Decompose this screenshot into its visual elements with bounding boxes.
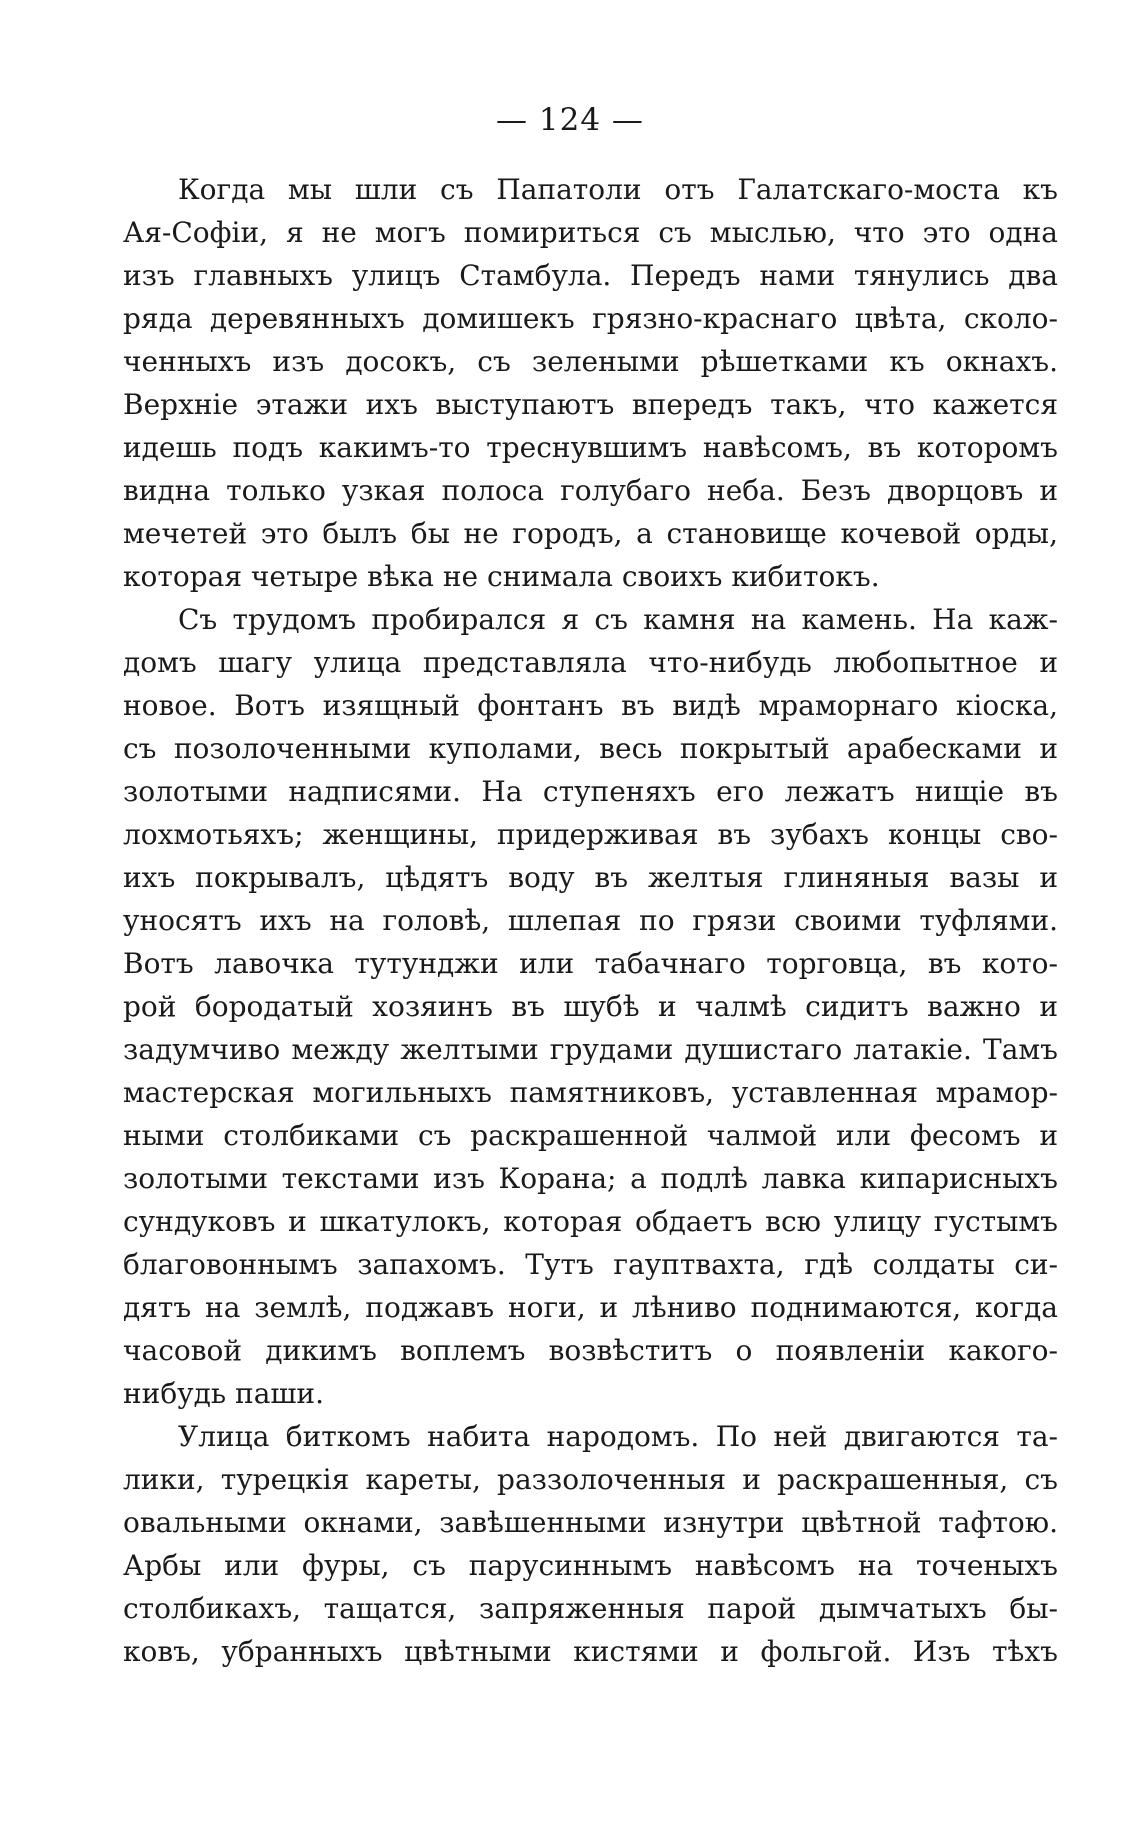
text-line: Вотъ лавочка тутунджи или табачнаго торговца, въ кото-: [123, 947, 1058, 980]
text-line: Арбы или фуры, съ парусиннымъ навѣсомъ на точеныхъ: [123, 1549, 1058, 1582]
text-line: благовоннымъ запахомъ. Тутъ гауптвахта, гдѣ солдаты си-: [123, 1248, 1058, 1281]
paragraph: [123, 168, 1058, 598]
body-text: [123, 168, 1058, 1673]
text-line: Ая-Софіи, я не могъ помириться съ мыслью, что это одна: [123, 216, 1058, 249]
text-line: Верхніе этажи ихъ выступаютъ впередъ такъ, что кажется: [123, 388, 1058, 421]
text-line: лохмотьяхъ; женщины, придерживая въ зубахъ концы сво-: [123, 818, 1058, 851]
page-number: — 124 —: [496, 102, 644, 138]
text-line: столбикахъ, тащатся, запряженныя парой дымчатыхъ бы-: [123, 1592, 1058, 1625]
text-line: идешь подъ какимъ-то треснувшимъ навѣсомъ, въ которомъ: [123, 431, 1058, 464]
text-line: золотыми надписями. На ступеняхъ его лежатъ нищіе въ: [123, 775, 1058, 808]
text-line: лики, турецкія кареты, раззолоченныя и раскрашенныя, съ: [123, 1463, 1058, 1496]
text-line: дятъ на землѣ, поджавъ ноги, и лѣниво поднимаются, когда: [123, 1291, 1058, 1324]
text-line: ковъ, убранныхъ цвѣтными кистями и фольгой. Изъ тѣхъ: [123, 1635, 1058, 1668]
text-line: Улица биткомъ набита народомъ. По ней двигаются та-: [178, 1420, 1058, 1453]
text-line: часовой дикимъ воплемъ возвѣститъ о появленіи какого-: [123, 1334, 1058, 1367]
text-line: домъ шагу улица представляла что-нибудь любопытное и: [123, 646, 1058, 679]
text-line: сундуковъ и шкатулокъ, которая обдаетъ всю улицу густымъ: [123, 1205, 1058, 1238]
text-line: рой бородатый хозяинъ въ шубѣ и чалмѣ сидитъ важно и: [123, 990, 1058, 1023]
text-line: новое. Вотъ изящный фонтанъ въ видѣ мраморнаго кіоска,: [123, 689, 1058, 722]
text-line: нибудь паши.: [123, 1377, 324, 1410]
text-line: ченныхъ изъ досокъ, съ зелеными рѣшетками къ окнахъ.: [123, 345, 1058, 378]
text-line: ряда деревянныхъ домишекъ грязно-краснаго цвѣта, сколо-: [123, 302, 1058, 335]
text-line: овальными окнами, завѣшенными изнутри цвѣтной тафтою.: [123, 1506, 1058, 1539]
text-line: уносятъ ихъ на головѣ, шлепая по грязи своими туфлями.: [123, 904, 1058, 937]
text-line: золотыми текстами изъ Корана; а подлѣ лавка кипарисныхъ: [123, 1162, 1058, 1195]
text-line: мечетей это былъ бы не городъ, а становище кочевой орды,: [123, 517, 1058, 550]
text-line: Когда мы шли съ Папатоли отъ Галатскаго-моста къ: [178, 173, 1058, 206]
text-line: ными столбиками съ раскрашенной чалмой или фесомъ и: [123, 1119, 1058, 1152]
text-line: которая четыре вѣка не снимала своихъ кибитокъ.: [123, 560, 880, 593]
text-line: Съ трудомъ пробирался я съ камня на камень. На каж-: [178, 603, 1058, 636]
paragraph: [123, 1415, 1058, 1673]
text-line: изъ главныхъ улицъ Стамбула. Передъ нами тянулись два: [123, 259, 1058, 292]
paragraph: [123, 598, 1058, 1415]
text-line: видна только узкая полоса голубаго неба. Безъ дворцовъ и: [123, 474, 1058, 507]
text-line: съ позолоченными куполами, весь покрытый арабесками и: [123, 732, 1058, 765]
text-line: мастерская могильныхъ памятниковъ, уставленная мрамор-: [123, 1076, 1058, 1109]
text-line: ихъ покрывалъ, цѣдятъ воду въ желтыя глиняныя вазы и: [123, 861, 1058, 894]
text-line: задумчиво между желтыми грудами душистаго латакіе. Тамъ: [123, 1033, 1058, 1066]
